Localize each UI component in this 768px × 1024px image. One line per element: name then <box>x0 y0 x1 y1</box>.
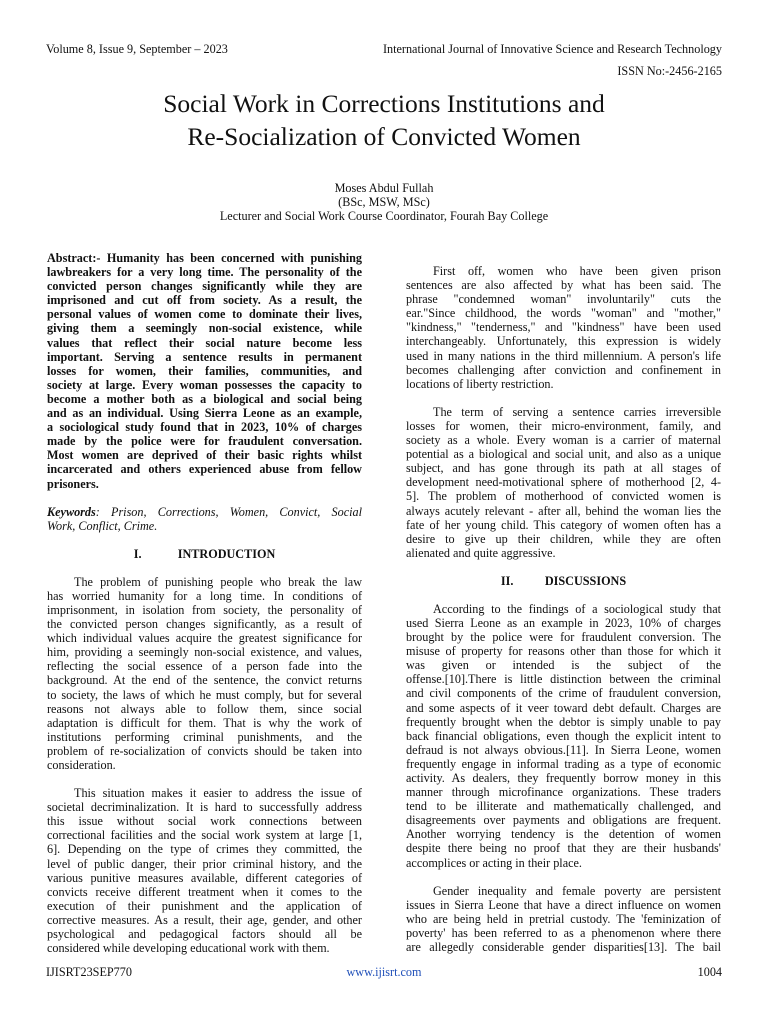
text-line: institutions performing criminal punishments, and the <box>47 729 362 744</box>
text-line: problem of re-socialization of convicts should be taken into <box>47 743 362 758</box>
journal-name: International Journal of Innovative Science and Research Technology <box>382 42 722 56</box>
text-line: back financial obligations, even though the explicit intent to <box>406 728 721 743</box>
text-line: various punitive measures available, different categories of <box>47 870 362 885</box>
text-line: disagreements over payments and obligations are frequent. <box>406 813 721 828</box>
text-line: Another worrying tendency is the detention of women <box>406 827 721 842</box>
text-line: alienated and quite aggressive. <box>406 545 556 560</box>
body-paragraph-3 <box>406 602 721 870</box>
body-paragraph-4 <box>406 884 721 954</box>
text-line: The term of serving a sentence carries irreversible <box>433 404 721 419</box>
section-title: INTRODUCTION <box>177 546 276 561</box>
text-line: losses for women, their micro-environment, family, and <box>406 418 721 433</box>
keywords-list: : Prison, Corrections, Women, Convict, Social <box>95 504 362 519</box>
text-line: was given or intended is the subject of the <box>406 658 721 673</box>
text-line: 5]. The problem of motherhood of convicted women is <box>406 489 721 504</box>
text-line: execution of their punishment and the application of <box>47 898 362 913</box>
abstract-line: Abstract:- Humanity has been concerned with punishing <box>47 251 362 265</box>
abstract-line: Most women are deprived of their basic rights whilst <box>47 448 362 463</box>
text-line: becomes challenging after conviction and confinement in <box>406 362 721 377</box>
paper-title-line: Social Work in Corrections Institutions and <box>163 89 605 118</box>
paper-code: IJISRT23SEP770 <box>46 965 132 979</box>
abstract-line: and as an individual. Using Sierra Leone as an example, <box>47 406 362 421</box>
journal-website-link[interactable]: www.ijisrt.com <box>346 965 422 979</box>
text-line: despite there being no proof that they are their husbands' <box>406 841 721 856</box>
text-line: society as a whole. Every woman is a carrier of maternal <box>406 433 721 448</box>
text-line: brought by the police were for fraudulent conversion. The <box>406 630 721 645</box>
text-line: desire to give up their children, while they are often <box>406 531 721 546</box>
text-line: frequently engage in informal trading as a type of economic <box>406 756 721 771</box>
text-line: considered while developing educational work with them. <box>47 941 330 956</box>
text-line: The problem of punishing people who break the law <box>74 574 362 589</box>
text-line: potential as a biological and social unit, and also as a unique <box>406 447 721 462</box>
body-paragraph-2 <box>406 405 721 560</box>
text-line: First off, women who have been given prison <box>433 264 721 278</box>
text-line: adaptation is difficult for them. That is why the work of <box>47 715 362 730</box>
text-line: level of public danger, their prior criminal history, and the <box>47 856 362 871</box>
abstract-line: convicted person changes significantly while they are <box>47 279 362 294</box>
author-name: Moses Abdul Fullah <box>334 181 434 195</box>
text-line: sentences are also affected by what has been said. The <box>406 278 721 293</box>
body-paragraph-1 <box>406 264 721 391</box>
text-line: 6]. Depending on the type of crimes they committed, the <box>47 842 362 857</box>
text-line: are allegedly considerable gender disparities[13]. The bail <box>406 940 721 955</box>
text-line: corrective measures. As a result, their age, gender, and other <box>47 912 362 927</box>
text-line: which individual values acquire the greatest significance for <box>47 631 362 646</box>
text-line: the convicted person changes significantly, as a result of <box>47 617 362 632</box>
abstract-line: society at large. Every woman possesses the capacity to <box>47 377 362 392</box>
text-line: used Sierra Leone as an example in 2023, 10% of charges <box>406 615 721 630</box>
text-line: background. At the end of the sentence, the convict returns <box>47 673 362 688</box>
text-line: activity. As dealers, they frequently borrow money in this <box>406 771 721 785</box>
text-line: issues in Sierra Leone that have a direct influence on women <box>406 897 721 912</box>
text-line: consideration. <box>47 758 116 772</box>
paper-title <box>0 87 768 153</box>
abstract-line: a sociological study found that in 2023, 10% of charges <box>47 420 362 435</box>
text-line: and some aspects of it veer toward debt default. Charges are <box>406 700 721 715</box>
section-number: II. <box>500 573 514 588</box>
text-line: and civil components of the crime of fraudulent conversion, <box>406 686 721 701</box>
section-title: DISCUSSIONS <box>544 573 627 588</box>
abstract-line: important. Serving a sentence results in permanent <box>47 349 362 364</box>
right-column <box>406 264 721 954</box>
keywords-label: Keywords <box>47 504 96 519</box>
abstract-line: prisoners. <box>47 476 99 491</box>
abstract-line: personal values of women come to dominate their lives, <box>47 307 362 322</box>
paper-title-line: Re-Socialization of Convicted Women <box>187 122 581 151</box>
text-line: has worried humanity for a long time. In conditions of <box>47 588 362 603</box>
author-block <box>0 181 768 223</box>
text-line: used in many nations in the third millennium. A person's life <box>406 348 721 363</box>
intro-paragraph-2 <box>47 786 362 955</box>
abstract-line: imprisoned and cut off from society. As a result, the <box>47 293 362 308</box>
keywords <box>47 505 362 533</box>
left-column <box>47 251 362 955</box>
text-line: phrase "condemned woman" involuntarily" cuts the <box>406 292 721 307</box>
abstract-line: values that reflect their social nature become less <box>47 335 362 350</box>
section-number: I. <box>133 546 142 561</box>
text-line: correctional facilities and the social work system at large [1, <box>47 828 362 843</box>
abstract-line: losses for women, their families, communities, and <box>47 363 362 378</box>
abstract <box>47 251 362 491</box>
keywords-line: Work, Conflict, Crime. <box>47 518 158 533</box>
text-line: "kindness," "tenderness," and "kindness" have been used <box>406 320 721 335</box>
section-heading-introduction <box>47 547 362 561</box>
text-line: frequently brought when the debtor is simply unable to pay <box>406 714 721 729</box>
text-line: him, providing a seemingly non-social existence, and values, <box>47 645 362 660</box>
text-line: to society, the laws of which he must comply, but for several <box>47 687 362 702</box>
text-line: fate of her young child. This category of women often has a <box>406 517 721 532</box>
author-affiliation: Lecturer and Social Work Course Coordinator, Fourah Bay College <box>219 209 549 223</box>
section-heading-discussions <box>406 574 721 588</box>
text-line: manner through microfinance organizations. These traders <box>406 785 721 800</box>
text-line: development need-motivational sphere of motherhood [2, 4- <box>406 475 721 490</box>
text-line: interchangeably. Unfortunately, this expression is widely <box>406 334 721 349</box>
text-line: Gender inequality and female poverty are persistent <box>433 883 721 898</box>
text-line: defraud is not always obvious.[11]. In Sierra Leone, women <box>406 742 721 757</box>
journal-issn: ISSN No:-2456-2165 <box>617 64 722 78</box>
text-line: this issue without social work connections between <box>47 814 362 829</box>
text-line: who are being held in pretrial custody. The 'feminization of <box>406 911 721 926</box>
text-line: poverty' has been referred to as a phenomenon where there <box>406 925 721 940</box>
text-line: accomplices or acting in their place. <box>406 855 582 870</box>
text-line: ear."Since childhood, the words "woman" and "mother," <box>406 306 721 321</box>
journal-volume: Volume 8, Issue 9, September – 2023 <box>46 42 228 56</box>
intro-paragraph-1 <box>47 575 362 772</box>
text-line: reasons not always able to follow them, since social <box>47 701 362 716</box>
abstract-line: incarcerated and others experienced abuse from fellow <box>47 462 362 477</box>
text-line: This situation makes it easier to address the issue of <box>74 786 362 801</box>
text-line: always acutely relevant - after all, behind the woman lies the <box>406 503 721 518</box>
text-line: subject, and has gone through its path at all stages of <box>406 461 721 476</box>
text-line: offense.[10].There is little distinction between the criminal <box>406 672 721 687</box>
page-number: 1004 <box>697 965 722 979</box>
text-line: locations of liberty restriction. <box>406 376 554 391</box>
text-line: psychological and pedagogical factors should all be <box>47 927 362 942</box>
abstract-line: lawbreakers for a very long time. The personality of the <box>47 265 362 280</box>
abstract-line: giving them a seemingly non-social existence, while <box>47 321 362 336</box>
text-line: misuse of property for reasons other than those for which it <box>406 644 721 659</box>
text-line: imprisonment, in isolation from society, the personality of <box>47 602 362 617</box>
abstract-line: become a mother both as a biological and social being <box>47 391 362 406</box>
text-line: According to the findings of a sociological study that <box>433 601 721 616</box>
text-line: convicts receive different treatment when it comes to the <box>47 884 362 899</box>
keywords-line <box>47 505 362 519</box>
text-line: societal decriminalization. It is hard to successfully address <box>47 800 362 815</box>
abstract-line: made by the police were for fraudulent conversation. <box>47 434 362 449</box>
author-degrees: (BSc, MSW, MSc) <box>338 195 430 209</box>
text-line: reflecting the social essence of a person fade into the <box>47 659 362 674</box>
text-line: tend to be illiterate and mathematically challenged, and <box>406 799 721 814</box>
